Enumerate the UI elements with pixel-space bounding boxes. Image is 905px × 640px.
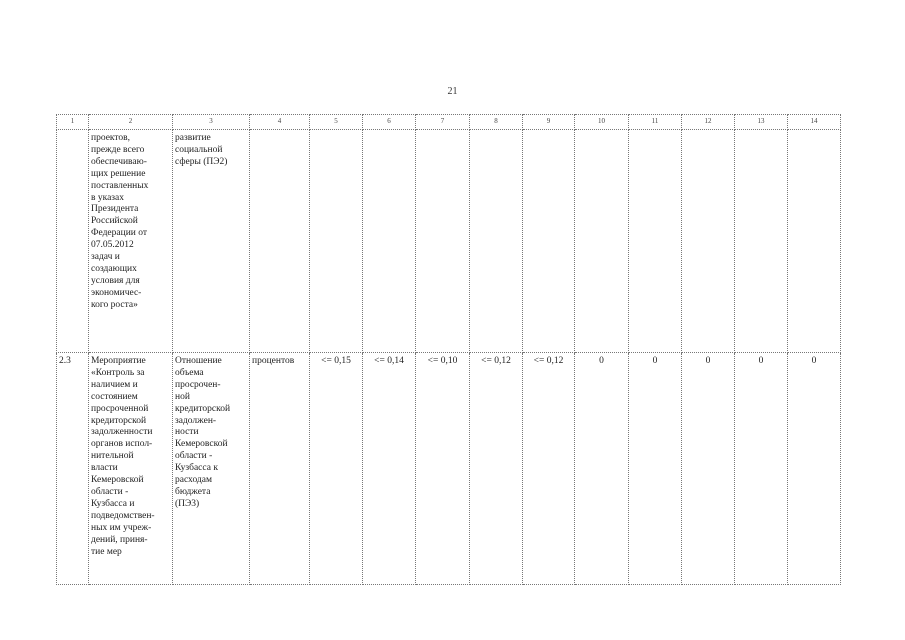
row-number-cell [57, 130, 89, 353]
table-header-row [57, 115, 841, 130]
column-header: 10 [575, 115, 629, 130]
value-cell [363, 130, 416, 353]
value-cell [416, 130, 470, 353]
column-header: 8 [470, 115, 523, 130]
value-cell [575, 130, 629, 353]
column-header: 6 [363, 115, 416, 130]
value-cell: 0 [682, 353, 735, 585]
column-header: 11 [629, 115, 682, 130]
value-cell: <= 0,14 [363, 353, 416, 585]
value-cell: 0 [788, 353, 841, 585]
value-cell [523, 130, 575, 353]
column-header: 3 [173, 115, 250, 130]
table-row [57, 130, 841, 353]
column-header: 14 [788, 115, 841, 130]
indicator-name-cell: Отношение объема просрочен- ной кредиторской задолжен- ности Кемеровской области - Кузбасса к расходам бюджета (ПЭ3) [173, 353, 250, 585]
value-cell [788, 130, 841, 353]
value-cell [629, 130, 682, 353]
value-cell [682, 130, 735, 353]
unit-cell: процентов [250, 353, 310, 585]
column-header: 7 [416, 115, 470, 130]
value-cell [310, 130, 363, 353]
value-cell: <= 0,15 [310, 353, 363, 585]
value-cell [470, 130, 523, 353]
row-number-cell: 2.3 [57, 353, 89, 585]
column-header: 5 [310, 115, 363, 130]
indicator-table [56, 114, 841, 585]
value-cell: <= 0,12 [523, 353, 575, 585]
column-header: 9 [523, 115, 575, 130]
indicator-name-cell: развитие социальной сферы (ПЭ2) [173, 130, 250, 353]
column-header: 1 [57, 115, 89, 130]
column-header: 12 [682, 115, 735, 130]
event-name-cell: проектов, прежде всего обеспечиваю- щих решение поставленных в указах Президента Российской Федерации от 07.05.2012 задач и создающих условия для экономичес- кого роста» [89, 130, 173, 353]
value-cell: 0 [629, 353, 682, 585]
column-header: 13 [735, 115, 788, 130]
value-cell [735, 130, 788, 353]
value-cell: 0 [575, 353, 629, 585]
value-cell: <= 0,10 [416, 353, 470, 585]
table-row [57, 353, 841, 585]
unit-cell [250, 130, 310, 353]
value-cell: 0 [735, 353, 788, 585]
page-number: 21 [447, 86, 458, 97]
event-name-cell: Мероприятие «Контроль за наличием и состоянием просроченной кредиторской задолженности органов испол- нительной власти Кемеровской области - Кузбасса и подведомствен- ных им учреж- дений, приня- тие мер [89, 353, 173, 585]
column-header: 4 [250, 115, 310, 130]
value-cell: <= 0,12 [470, 353, 523, 585]
column-header: 2 [89, 115, 173, 130]
